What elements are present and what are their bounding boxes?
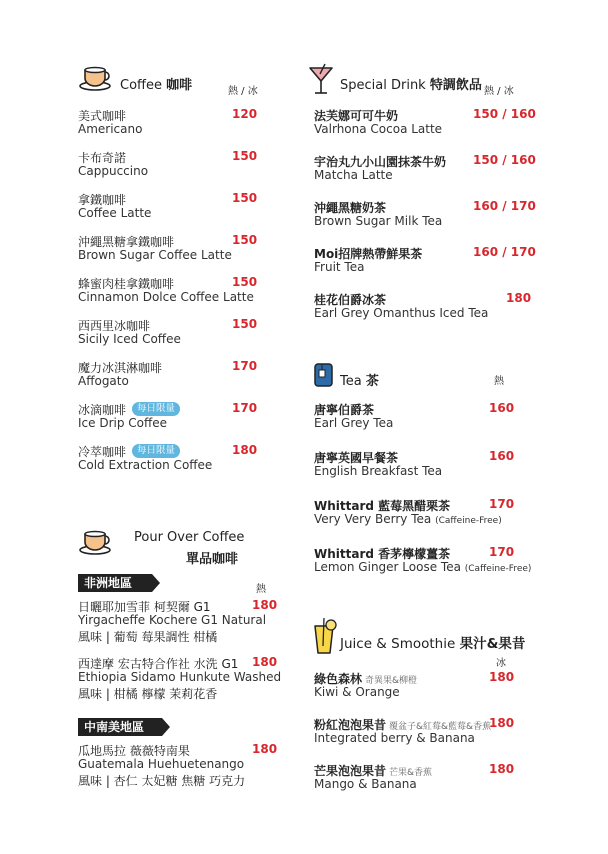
menu-item-name-zh: 沖繩黑糖奶茶	[314, 201, 387, 215]
menu-item-flavor: 風味 | 柑橘 檸檬 茉莉花香	[78, 687, 218, 701]
menu-item-name-zh: 桂花伯爵冰茶	[314, 293, 387, 307]
menu-item-price: 150 / 160	[473, 107, 536, 121]
menu-item-name-en-text: English Breakfast Tea	[314, 464, 443, 478]
menu-item-price: 160	[489, 449, 515, 463]
menu-item-name-en: Brown Sugar Coffee Latte	[78, 248, 232, 262]
menu-item-name-en: Mango & Banana	[314, 777, 417, 791]
region-name: 非洲地區	[84, 576, 133, 590]
menu-item-name-zh-text: 綠色森林	[314, 672, 363, 686]
caffeine-free-note: (Caffeine-Free)	[435, 516, 502, 526]
menu-item-name-en	[314, 512, 502, 526]
menu-item-price: 150	[232, 275, 258, 289]
menu-item-name-en: Coffee Latte	[78, 206, 152, 220]
menu-item-price: 160 / 170	[473, 199, 536, 213]
region-name: 中南美地區	[84, 720, 145, 734]
menu-item-name-en: Ice Drip Coffee	[78, 416, 168, 430]
menu-item-name-en: Valrhona Cocoa Latte	[314, 122, 443, 136]
menu-item-name-zh: 西達摩 宏古特合作社 水洗 G1	[78, 657, 239, 671]
menu-item-ingredients: 奇異果&柳橙	[365, 676, 418, 686]
menu-item-name-zh: 西西里冰咖啡	[78, 319, 151, 333]
juice-temp-label: 冰	[496, 658, 506, 669]
menu-item-name-en: Ethiopia Sidamo Hunkute Washed	[78, 670, 282, 684]
menu-item-name-en: Cappuccino	[78, 164, 149, 178]
coffee-section-title: Coffee 咖啡	[120, 78, 193, 93]
menu-item-name-zh: 宇治丸九小山園抹茶牛奶	[314, 155, 447, 169]
menu-item-price: 170	[489, 545, 515, 559]
caffeine-free-note: (Caffeine-Free)	[464, 564, 532, 574]
menu-item-ingredients: 覆盆子&紅莓&藍莓&香蕉	[389, 722, 492, 732]
menu-item-name-zh: 美式咖啡	[78, 109, 127, 123]
menu-item-price: 170	[489, 497, 515, 511]
menu-item-flavor: 風味 | 杏仁 太妃糖 焦糖 巧克力	[78, 774, 246, 788]
menu-item-name-en: Cinnamon Dolce Coffee Latte	[78, 290, 254, 304]
pour-over-title-en: Pour Over Coffee	[134, 530, 245, 545]
menu-item-name-en	[314, 560, 531, 574]
region-label	[78, 718, 166, 736]
pour-over-temp-label: 熱	[256, 584, 266, 595]
juice-glass-icon	[310, 616, 338, 656]
menu-item-name-zh: 拿鐵咖啡	[78, 193, 127, 207]
menu-item-name-en: Fruit Tea	[314, 260, 365, 274]
menu-item-name-en-text: Lemon Ginger Loose Tea	[314, 560, 461, 574]
menu-item-ingredients: 芒果&香蕉	[389, 768, 433, 778]
menu-item-name-en: Kiwi & Orange	[314, 685, 400, 699]
juice-section-title: Juice & Smoothie 果汁&果昔	[340, 636, 526, 652]
menu-item-name-zh: 魔力冰淇淋咖啡	[78, 361, 163, 375]
menu-item-name-en: Sicily Iced Coffee	[78, 332, 181, 346]
tea-temp-label: 熱	[494, 376, 504, 387]
tea-section-title: Tea 茶	[340, 374, 379, 389]
tea-mug-icon	[312, 360, 336, 390]
menu-item-name-zh: 唐寧英國早餐茶	[314, 451, 399, 465]
menu-item-price: 150	[232, 191, 258, 205]
menu-item-price: 180	[232, 443, 258, 457]
menu-item-name-en: Matcha Latte	[314, 168, 393, 182]
menu-item-name-en: Integrated berry & Banana	[314, 731, 475, 745]
menu-item-name-en: Affogato	[78, 374, 129, 388]
menu-item-name-en: Earl Grey Omanthus Iced Tea	[314, 306, 489, 320]
menu-item-name-zh: 沖繩黑糖拿鐵咖啡	[78, 235, 175, 249]
menu-item-name-zh: Moi招牌熱帶鮮果茶	[314, 247, 423, 261]
menu-item-name-en: Brown Sugar Milk Tea	[314, 214, 443, 228]
menu-item-price: 150 / 160	[473, 153, 536, 167]
menu-item-price: 180	[489, 670, 515, 684]
menu-item-name-en-text: Earl Grey Tea	[314, 416, 394, 430]
menu-item-price: 150	[232, 233, 258, 247]
menu-item-name-zh: 卡布奇諾	[78, 151, 127, 165]
special-section-title: Special Drink 特調飲品	[340, 78, 482, 93]
menu-item-price: 180	[489, 762, 515, 776]
menu-item-name-zh: 冷萃咖啡	[78, 445, 127, 459]
menu-item-price: 150	[232, 317, 258, 331]
pour-over-cup-icon	[78, 522, 114, 558]
menu-item-name-zh: 冰滴咖啡	[78, 403, 127, 417]
daily-limited-badge: 每日限量	[132, 402, 180, 416]
menu-item-price: 180	[252, 742, 278, 756]
menu-item-name-zh: Whittard 藍莓黑醋栗茶	[314, 499, 451, 513]
menu-item-name-zh-text: 粉紅泡泡果昔	[314, 718, 387, 732]
menu-item-name-zh: 蜂蜜肉桂拿鐵咖啡	[78, 277, 175, 291]
coffee-temp-label: 熱 / 冰	[228, 86, 258, 97]
menu-item-price: 170	[232, 401, 258, 415]
menu-item-name-zh: 瓜地馬拉 薇薇特南果	[78, 744, 190, 758]
menu-item-price: 170	[232, 359, 258, 373]
menu-item-price: 150	[232, 149, 258, 163]
menu-item-name-zh: Whittard 香茅檸檬薑茶	[314, 547, 451, 561]
pour-over-title-zh: 單品咖啡	[186, 552, 239, 567]
menu-item-name-zh: 唐寧伯爵茶	[314, 403, 375, 417]
coffee-cup-icon	[78, 58, 114, 94]
daily-limited-badge: 每日限量	[132, 444, 180, 458]
menu-item-name-en: Americano	[78, 122, 143, 136]
menu-item-name-zh-text: 芒果泡泡果昔	[314, 764, 387, 778]
menu-item-name-zh: 法芙娜可可牛奶	[314, 109, 399, 123]
special-temp-label: 熱 / 冰	[484, 86, 514, 97]
menu-item-name-en: Guatemala Huehuetenango	[78, 757, 245, 771]
menu-item-price: 180	[252, 655, 278, 669]
menu-item-name-en	[314, 464, 442, 478]
menu-item-name-en-text: Very Very Berry Tea	[314, 512, 432, 526]
cocktail-glass-icon	[306, 62, 336, 98]
menu-item-price: 180	[489, 716, 515, 730]
menu-item-name-en: Cold Extraction Coffee	[78, 458, 213, 472]
menu-item-price: 160 / 170	[473, 245, 536, 259]
menu-item-price: 180	[252, 598, 278, 612]
menu-item-name-zh: 日曬耶加雪菲 柯契爾 G1	[78, 600, 211, 614]
menu-item-price: 160	[489, 401, 515, 415]
menu-item-price: 180	[506, 291, 532, 305]
region-label	[78, 574, 156, 592]
menu-item-name-en: Yirgacheffe Kochere G1 Natural	[78, 613, 267, 627]
menu-item-name-en	[314, 416, 393, 430]
menu-item-flavor: 風味 | 葡萄 莓果調性 柑橘	[78, 630, 218, 644]
menu-item-price: 120	[232, 107, 258, 121]
